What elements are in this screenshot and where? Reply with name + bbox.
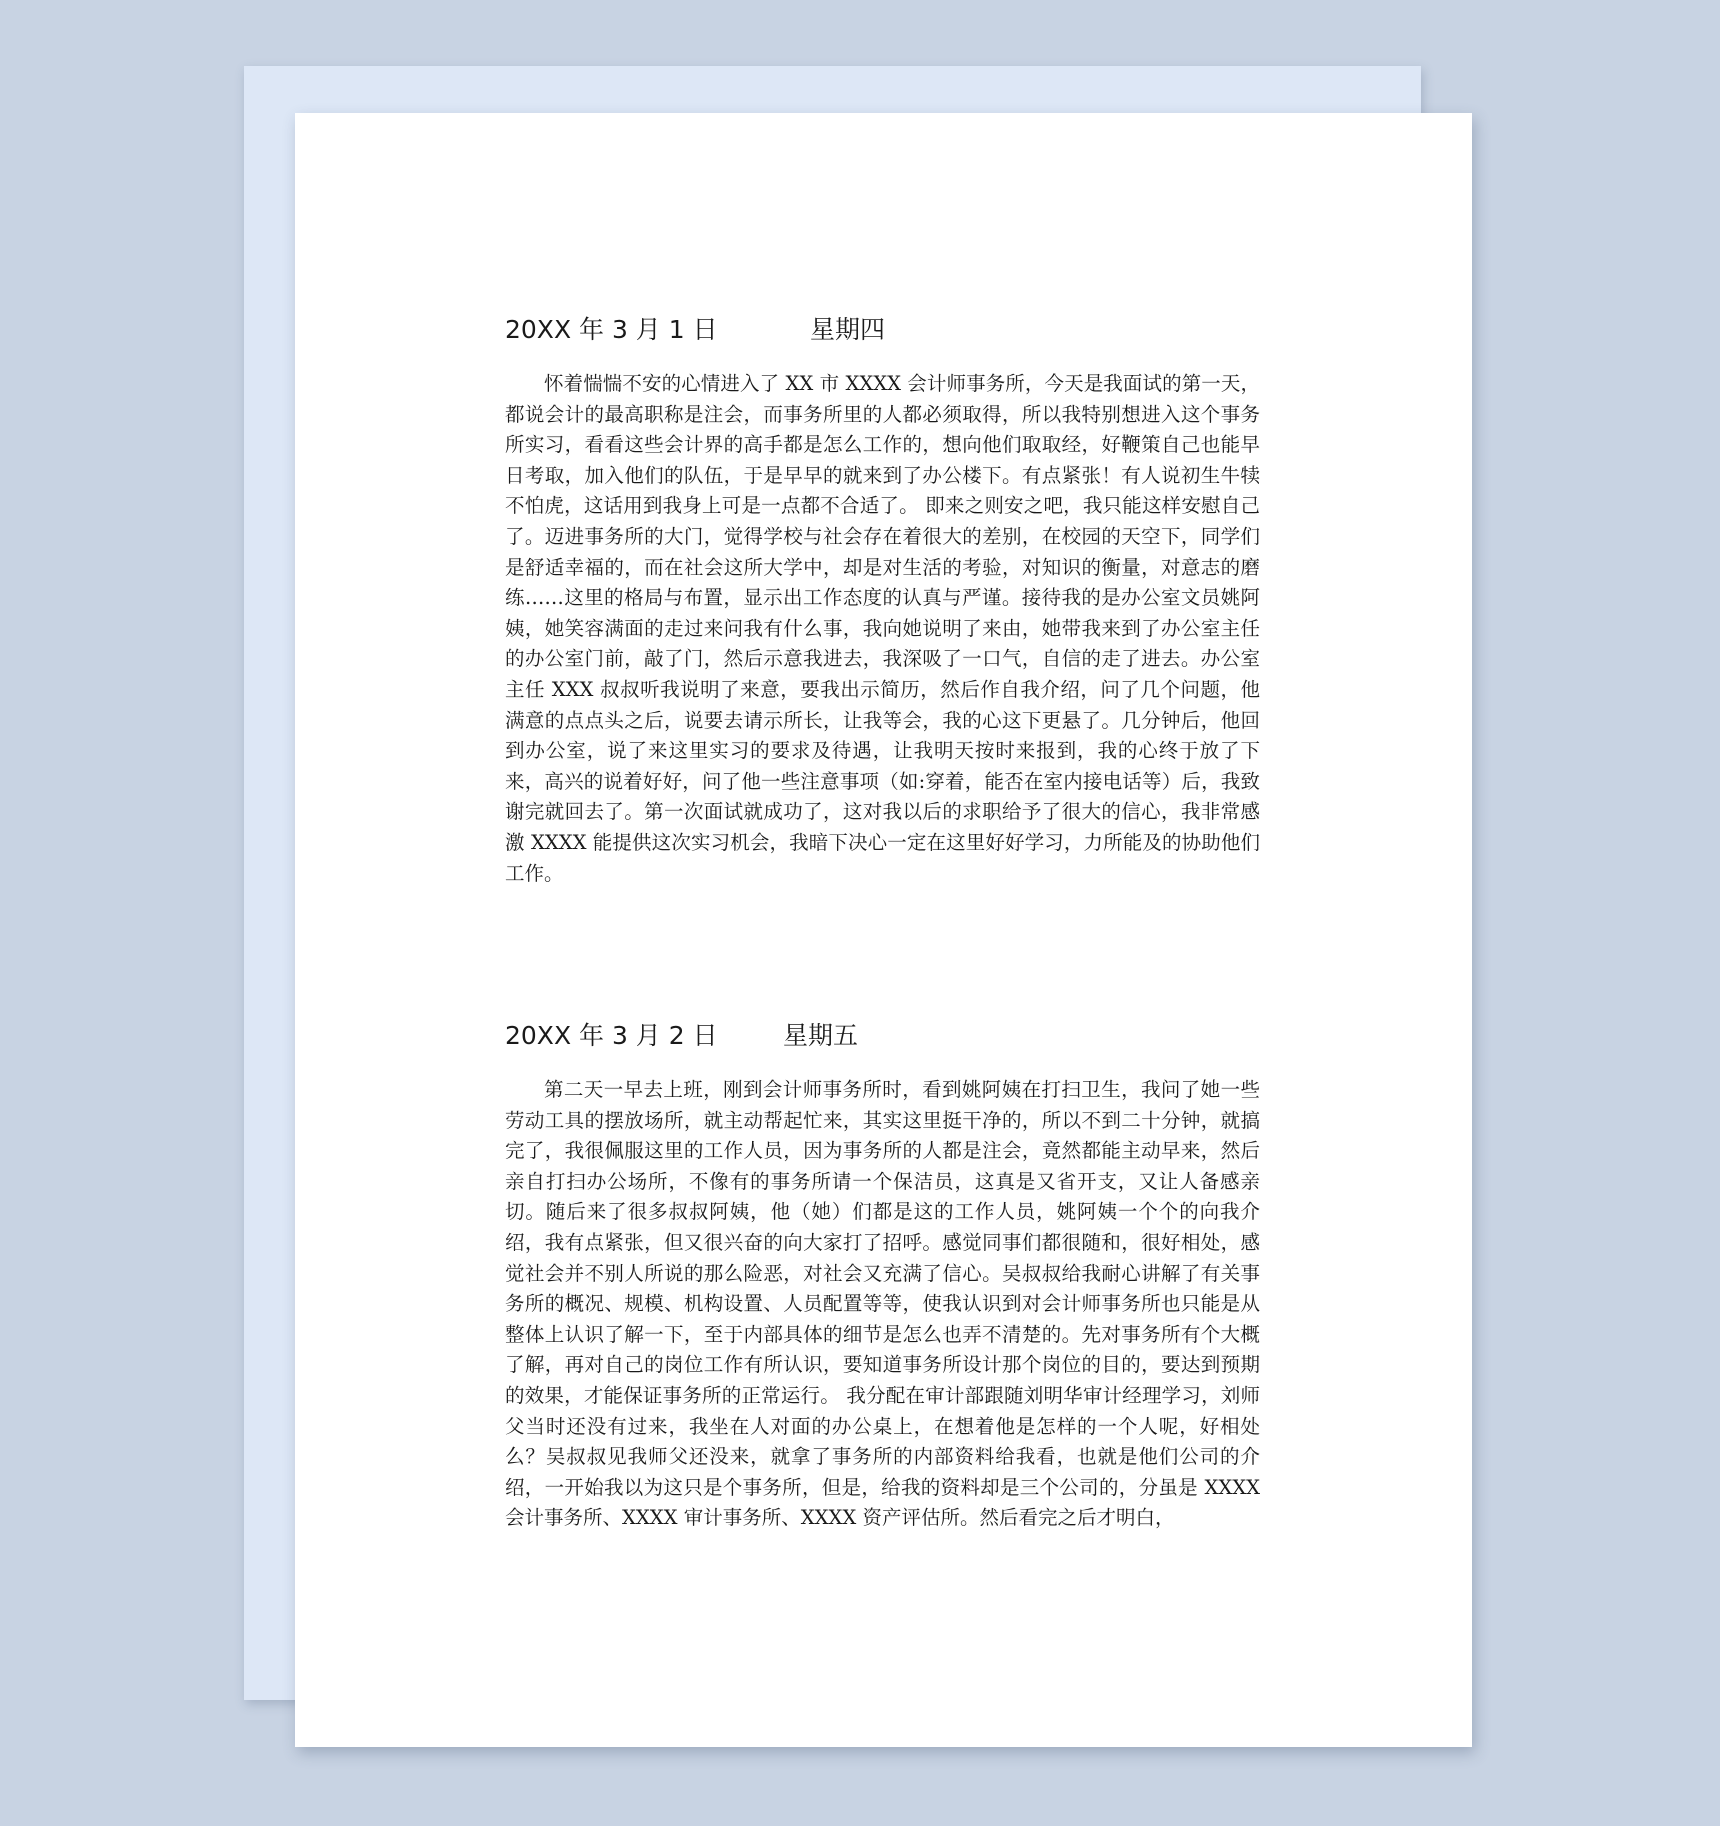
entry-weekday: 星期四 bbox=[810, 315, 886, 344]
document-page bbox=[295, 113, 1472, 1747]
entry-header-2 bbox=[505, 1016, 859, 1052]
entry-weekday: 星期五 bbox=[783, 1021, 859, 1050]
entry-header-1 bbox=[505, 310, 886, 346]
entry-date: 20XX 年 3 月 1 日 bbox=[505, 315, 718, 344]
entry-body-1: 怀着惴惴不安的心情进入了 XX 市 XXXX 会计师事务所，今天是我面试的第一天，都说会计的最高职称是注会，而事务所里的人都必须取得，所以我特别想进入这个事务所实习，看看这些会计界的高手都是怎么工作的，想向他们取取经，好鞭策自己也能早日考取，加入他们的队伍，于是早早的就来到了办公楼下。有点紧张！有人说初生牛犊不怕虎，这话用到我身上可是一点都不合适了。 即来之则安之吧，我只能这样安慰自己了。迈进事务所的大门，觉得学校与社会存在着很大的差别，在校园的天空下，同学们是舒适幸福的，而在社会这所大学中，却是对生活的考验，对知识的衡量，对意志的磨练……这里的格局与布置，显示出工作态度的认真与严谨。接待我的是办公室文员姚阿姨，她笑容满面的走过来问我有什么事，我向她说明了来由，她带我来到了办公室主任的办公室门前，敲了门，然后示意我进去，我深吸了一口气，自信的走了进去。办公室主任 XXX 叔叔听我说明了来意，要我出示简历，然后作自我介绍，问了几个问题，他满意的点点头之后，说要去请示所长，让我等会，我的心这下更悬了。几分钟后，他回到办公室，说了来这里实习的要求及待遇，让我明天按时来报到，我的心终于放了下来，高兴的说着好好，问了他一些注意事项（如:穿着，能否在室内接电话等）后，我致谢完就回去了。第一次面试就成功了，这对我以后的求职给予了很大的信心，我非常感激 XXXX 能提供这次实习机会，我暗下决心一定在这里好好学习，力所能及的协助他们工作。 bbox=[505, 372, 1260, 885]
entry-date: 20XX 年 3 月 2 日 bbox=[505, 1021, 718, 1050]
entry-body-2: 第二天一早去上班，刚到会计师事务所时，看到姚阿姨在打扫卫生，我问了她一些劳动工具的摆放场所，就主动帮起忙来，其实这里挺干净的，所以不到二十分钟，就搞完了，我很佩服这里的工作人员，因为事务所的人都是注会，竟然都能主动早来，然后亲自打扫办公场所，不像有的事务所请一个保洁员，这真是又省开支，又让人备感亲切。随后来了很多叔叔阿姨，他（她）们都是这的工作人员，姚阿姨一个个的向我介绍，我有点紧张，但又很兴奋的向大家打了招呼。感觉同事们都很随和，很好相处，感觉社会并不别人所说的那么险恶，对社会又充满了信心。吴叔叔给我耐心讲解了有关事务所的概况、规模、机构设置、人员配置等等，使我认识到对会计师事务所也只能是从整体上认识了解一下，至于内部具体的细节是怎么也弄不清楚的。先对事务所有个大概了解，再对自己的岗位工作有所认识，要知道事务所设计那个岗位的目的，要达到预期的效果，才能保证事务所的正常运行。 我分配在审计部跟随刘明华审计经理学习，刘师父当时还没有过来，我坐在人对面的办公桌上，在想着他是怎样的一个人呢，好相处么？吴叔叔见我师父还没来，就拿了事务所的内部资料给我看，也就是他们公司的介绍，一开始我以为这只是个事务所，但是，给我的资料却是三个公司的，分虽是 XXXX 会计事务所、XXXX 审计事务所、XXXX 资产评估所。然后看完之后才明白， bbox=[505, 1078, 1260, 1530]
